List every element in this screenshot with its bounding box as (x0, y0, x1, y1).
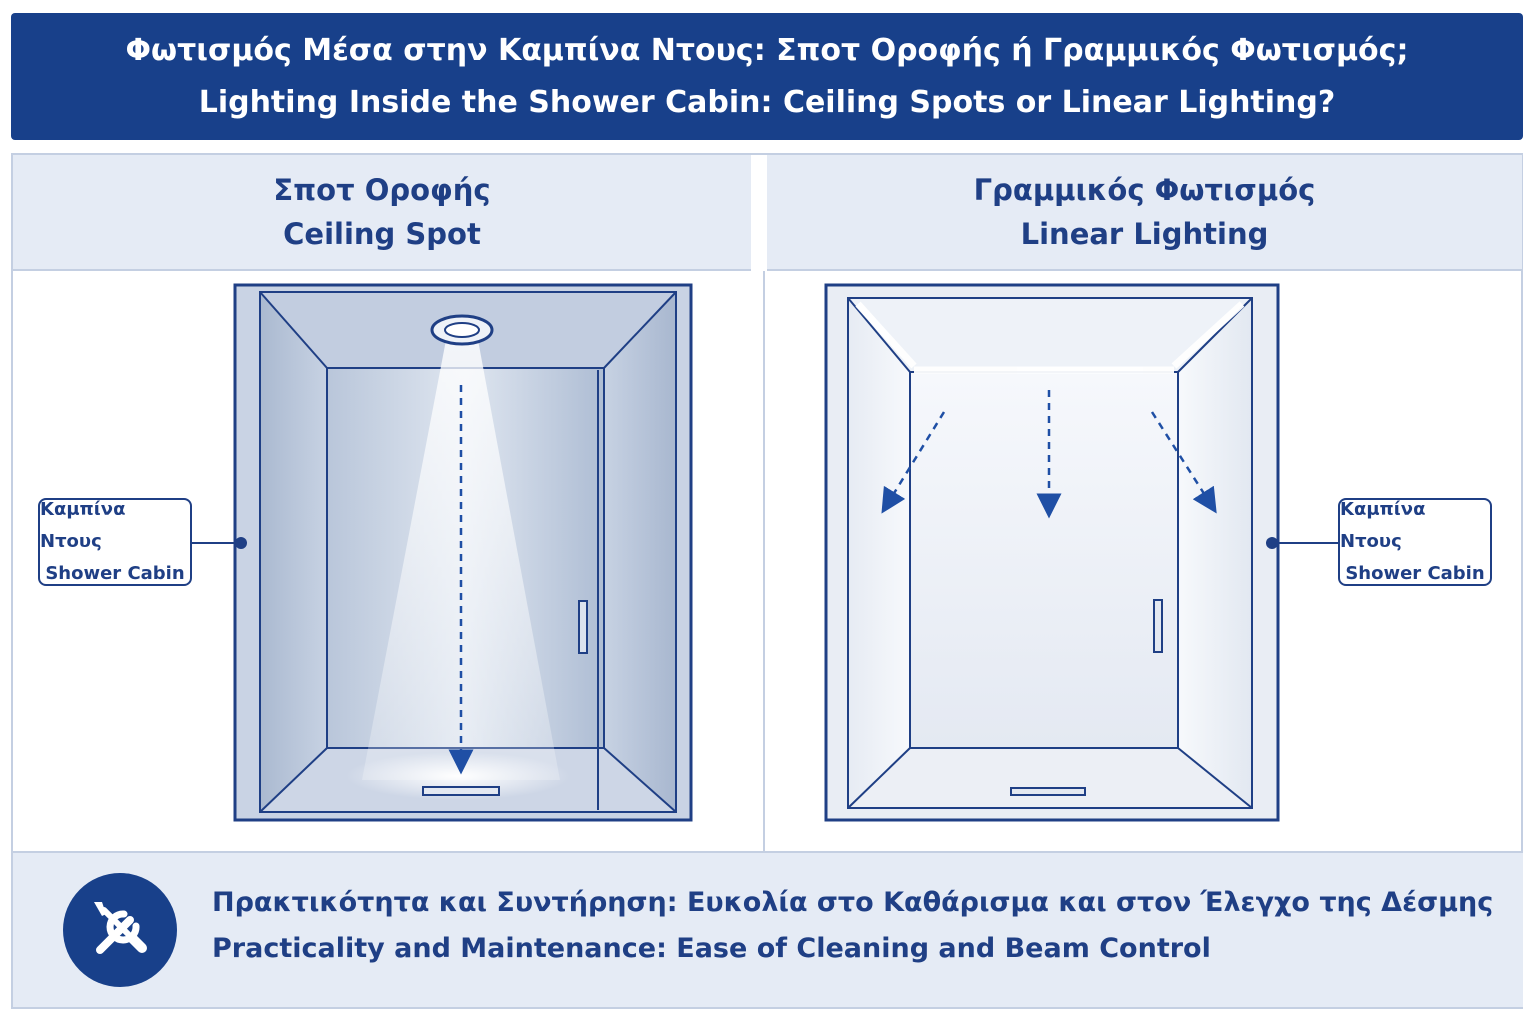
floor-drain (1011, 788, 1085, 795)
callout-label-greek: Καμπίνα Ντους (40, 499, 126, 552)
footer-text-greek: Πρακτικότητα και Συντήρηση: Ευκολία στο Καθάρισμα και στον Έλεγχο της Δέσμης (212, 887, 1494, 918)
left-shower-cabin (235, 285, 691, 820)
footer-text-english: Practicality and Maintenance: Ease of Cleaning and Beam Control (212, 933, 1211, 964)
ceiling-spot-heading-english: Ceiling Spot (283, 217, 481, 251)
door-handle (579, 601, 587, 653)
title-english: Lighting Inside the Shower Cabin: Ceiling Spots or Linear Lighting? (198, 84, 1336, 120)
wrench-screwdriver-icon (63, 873, 177, 987)
title-greek: Φωτισμός Μέσα στην Καμπίνα Ντους: Σποτ Οροφής ή Γραμμικός Φωτισμός; (125, 32, 1409, 68)
callout-label-greek: Καμπίνα Ντους (1340, 499, 1426, 552)
ceiling-spot-heading-greek: Σποτ Οροφής (273, 173, 491, 207)
shower-cabin-callout-right (1338, 498, 1492, 586)
linear-lighting-heading-english: Linear Lighting (1020, 217, 1269, 251)
door-handle (1154, 600, 1162, 652)
floor-drain (423, 787, 499, 795)
footer-text (212, 880, 1494, 972)
linear-lighting-heading-greek: Γραμμικός Φωτισμός (973, 173, 1316, 207)
right-shower-cabin (826, 285, 1278, 820)
shower-cabin-callout-left (38, 498, 192, 586)
callout-label-english: Shower Cabin (45, 563, 185, 584)
callout-label-english: Shower Cabin (1345, 563, 1485, 584)
